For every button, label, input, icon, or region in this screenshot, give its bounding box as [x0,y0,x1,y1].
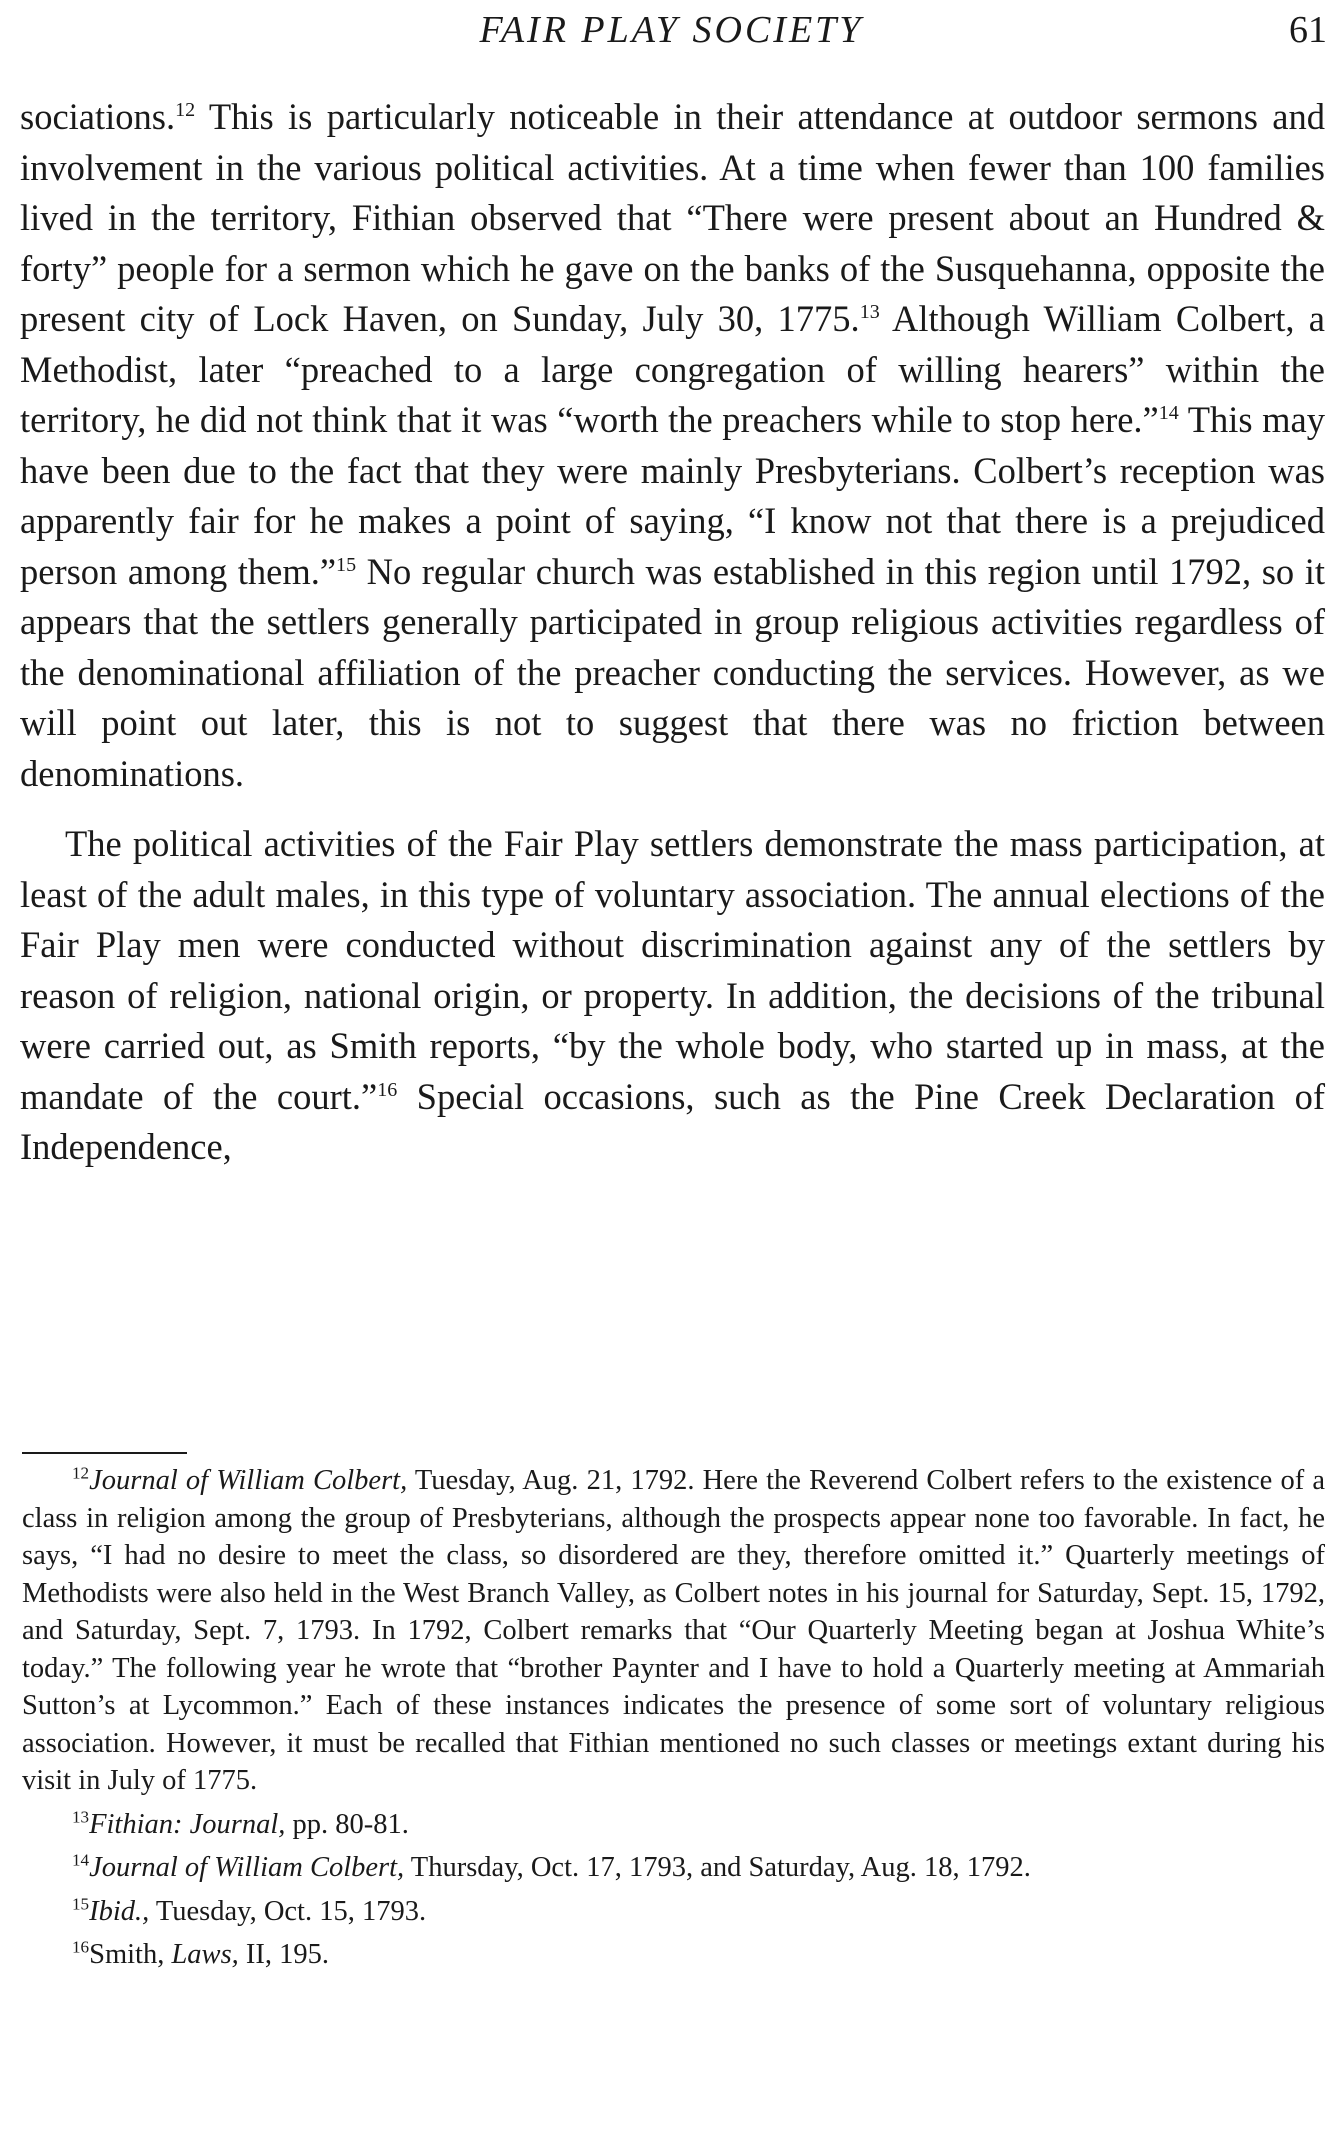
footnote-divider [22,1452,187,1454]
running-head [0,8,1343,58]
footnote-ref-12: 12 [175,98,196,121]
footnote-14 [22,1849,1325,1887]
footnote-text: pp. 80-81. [285,1808,409,1840]
footnote-text: II, 195. [238,1939,330,1970]
body-text [20,92,1325,1173]
para1-text-b: This is particularly noticeable in their attendance at outdoor sermons and involvement in the various political activities. At a time when fewer than 100 families lived in the territory, Fithian observed that “There were present about an Hundred & forty” people for a sermon which he gave on the banks of the Susquehanna, opposite the present city of Lock Haven, on Sunday, July 30, 1775. [20,96,1325,339]
footnote-number: 13 [72,1807,90,1826]
footnote-author: Smith, [89,1939,172,1970]
footnote-12 [22,1462,1325,1800]
footnote-number: 14 [72,1850,90,1870]
footnote-ref-13: 13 [859,300,880,323]
footnote-ref-16: 16 [377,1078,398,1101]
footnote-16 [22,1936,1325,1974]
footnote-text: Tuesday, Aug. 21, 1792. Here the Reverend Colbert refers to the existence of a class in religion among the group of Presbyterians, although the prospects appear none too favorable. In fact, he says, “I had no desire to meet the class, so disordered are they, therefore omitted it.” Quarterly meetings of Methodists were also held in the West Branch Valley, as Colbert notes in his journal for Saturday, Sept. 15, 1792, and Saturday, Sept. 7, 1793. In 1792, Colbert remarks that “Our Quarterly Meeting began at Joshua White’s today.” The following year he wrote that “brother Paynter and I have to hold a Quarterly meeting at Ammariah Sutton’s at Lycommon.” Each of these instances indicates the presence of some sort of voluntary religious association. However, it must be recalled that Fithian mentioned no such classes or meetings extant during his visit in July of 1775. [22,1465,1325,1796]
footnote-text: Thursday, Oct. 17, 1793, and Saturday, Aug. 18, 1792. [404,1852,1031,1883]
para1-text-a: sociations. [20,96,176,137]
footnote-text: Tuesday, Oct. 15, 1793. [149,1895,427,1927]
para1-text-c: Although William Colbert, a Methodist, later “preached to a large congregation of willing hearers” within the territory, he did not think that it was “worth the preachers while to stop here.” [20,298,1325,440]
para2-text-a: The political activities of the Fair Play settlers demonstrate the mass participation, at least of the adult males, in this type of voluntary association. The annual elections of the Fair Play men were conducted without discrimination against any of the settlers by reason of religion, national origin, or property. In addition, the decisions of the tribunal were carried out, as Smith reports, “by the whole body, who started up in mass, at the mandate of the court.” [20,823,1325,1117]
footnote-number: 15 [72,1894,90,1913]
page-number: 61 [1289,9,1327,51]
running-head-title: FAIR PLAY SOCIETY [479,9,864,51]
footnote-source-title: Ibid., [89,1895,150,1927]
footnote-13 [22,1806,1325,1844]
footnote-source-title: Journal of William Colbert, [89,1852,405,1883]
footnote-15 [22,1893,1325,1931]
para1-text-e: No regular church was established in this region until 1792, so it appears that the settlers generally participated in group religious activities regardless of the denominational affiliation of the preacher conducting the services. However, as we will point out later, this is not to suggest that there was no friction between denominations. [20,550,1325,794]
footnote-source-title: Laws, [171,1939,239,1970]
footnote-source-title: Fithian: Journal, [89,1808,286,1840]
body-paragraph-1 [20,92,1325,799]
body-paragraph-2 [20,819,1325,1173]
para1-text-d: This may have been due to the fact that they were mainly Presbyterians. Colbert’s reception was apparently fair for he makes a point of saying, “I know not that there is a prejudiced person among them.” [20,399,1325,592]
footnotes [22,1462,1325,1976]
footnote-ref-14: 14 [1158,401,1179,424]
footnote-number: 12 [72,1463,90,1483]
para2-text-b: Special occasions, such as the Pine Creek Declaration of Independence, [20,1075,1325,1167]
footnote-number: 16 [72,1937,90,1957]
footnote-source-title: Journal of William Colbert, [89,1465,408,1496]
footnote-ref-15: 15 [336,553,357,576]
